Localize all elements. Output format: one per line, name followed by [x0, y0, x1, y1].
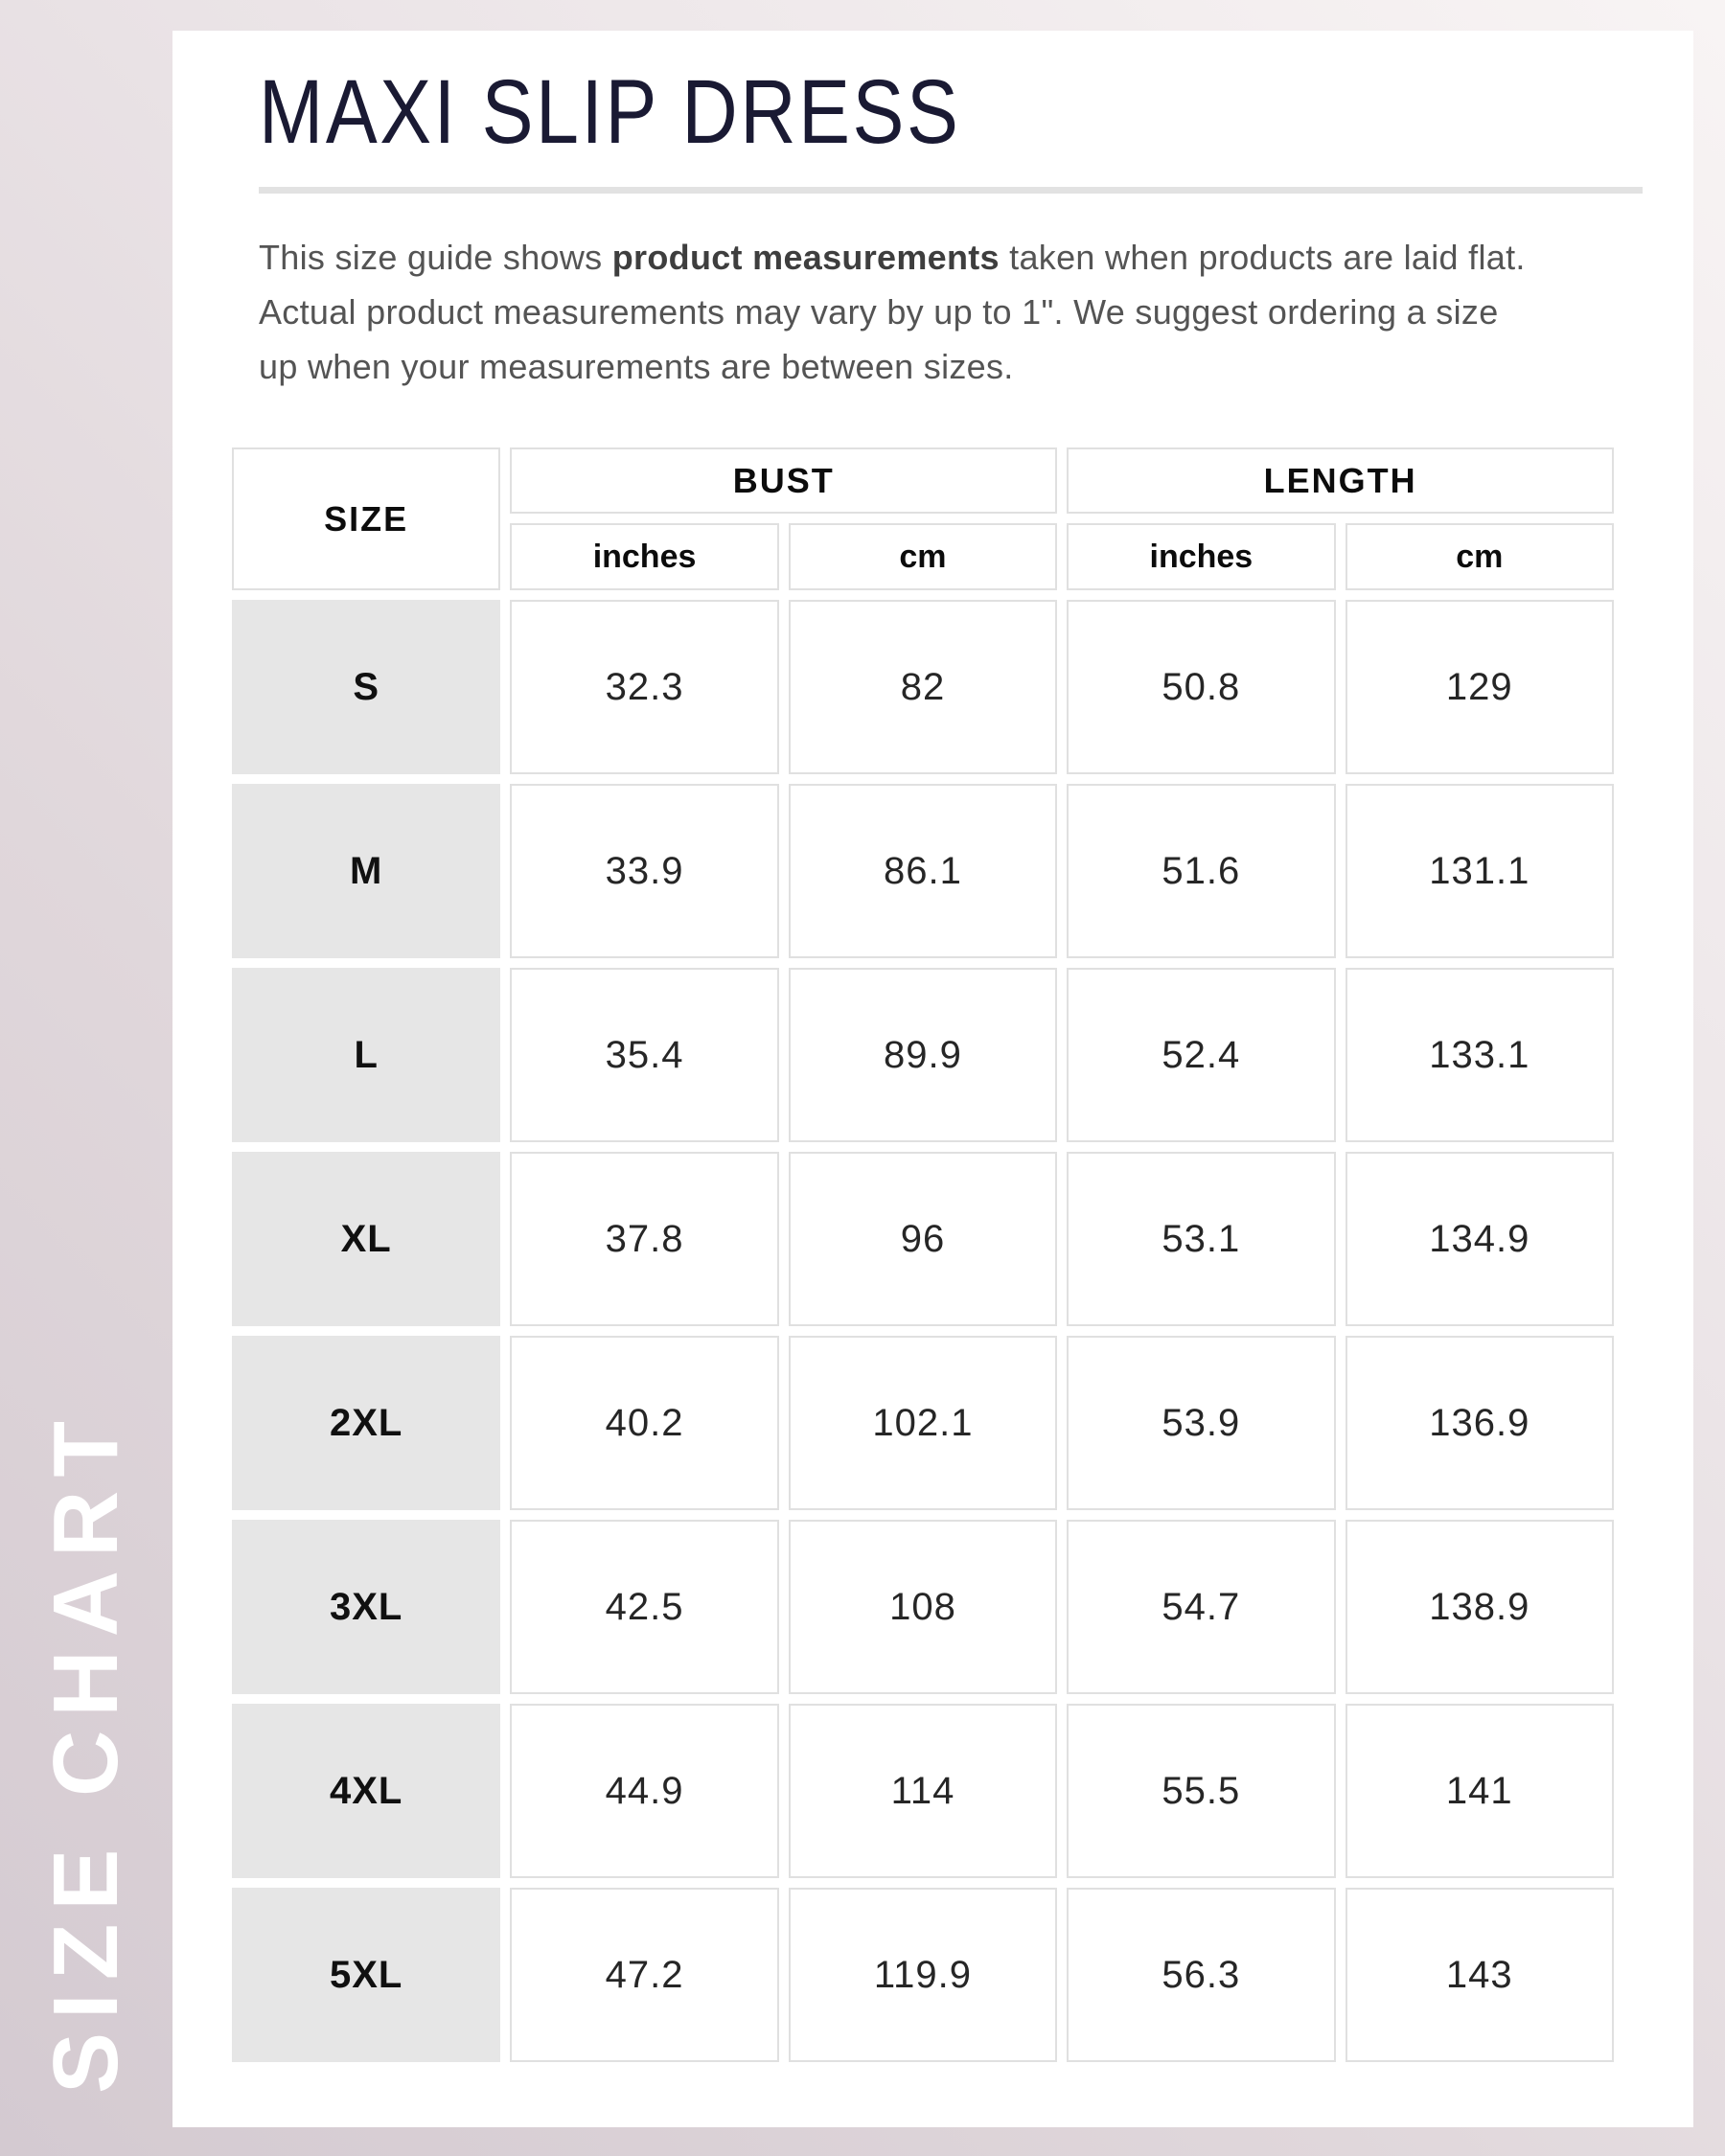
table-row [232, 1520, 1614, 1694]
measurement-cell: 53.9 [1067, 1336, 1335, 1510]
col-header-size: SIZE [232, 447, 500, 590]
table-row [232, 1336, 1614, 1510]
vertical-size-chart-label: SIZE CHART [34, 1408, 137, 2095]
col-header-bust: BUST [510, 447, 1057, 514]
intro-text-before-bold: This size guide shows [259, 238, 612, 277]
table-row [232, 1152, 1614, 1326]
measurement-cell: 136.9 [1346, 1336, 1614, 1510]
col-header-bust-inches: inches [510, 523, 778, 590]
measurement-cell: 89.9 [789, 968, 1057, 1142]
table-row [232, 1704, 1614, 1878]
intro-line-3: up when your measurements are between sizes. [259, 347, 1014, 386]
intro-text-after-bold: taken when products are laid flat. [999, 238, 1526, 277]
measurement-cell: 134.9 [1346, 1152, 1614, 1326]
intro-line-2: Actual product measurements may vary by up to 1". We suggest ordering a size [259, 292, 1499, 332]
title-divider [259, 187, 1643, 194]
measurement-cell: 96 [789, 1152, 1057, 1326]
measurement-cell: 114 [789, 1704, 1057, 1878]
measurement-cell: 42.5 [510, 1520, 778, 1694]
size-table [222, 438, 1623, 2072]
size-label-cell: M [232, 784, 500, 958]
page-title: MAXI SLIP DRESS [259, 61, 961, 163]
size-label-cell: L [232, 968, 500, 1142]
measurement-cell: 47.2 [510, 1888, 778, 2062]
col-header-bust-cm: cm [789, 523, 1057, 590]
measurement-cell: 119.9 [789, 1888, 1057, 2062]
size-table-body [232, 600, 1614, 2062]
intro-line-1 [259, 230, 1648, 285]
intro-paragraph [259, 230, 1648, 394]
group-header-row [232, 447, 1614, 514]
measurement-cell: 35.4 [510, 968, 778, 1142]
table-row [232, 968, 1614, 1142]
size-label-cell: 5XL [232, 1888, 500, 2062]
measurement-cell: 52.4 [1067, 968, 1335, 1142]
col-header-length-cm: cm [1346, 523, 1614, 590]
measurement-cell: 53.1 [1067, 1152, 1335, 1326]
size-label-cell: 4XL [232, 1704, 500, 1878]
measurement-cell: 102.1 [789, 1336, 1057, 1510]
measurement-cell: 86.1 [789, 784, 1057, 958]
measurement-cell: 32.3 [510, 600, 778, 774]
measurement-cell: 55.5 [1067, 1704, 1335, 1878]
table-row [232, 784, 1614, 958]
intro-bold-text: product measurements [611, 238, 1000, 277]
measurement-cell: 51.6 [1067, 784, 1335, 958]
measurement-cell: 143 [1346, 1888, 1614, 2062]
measurement-cell: 33.9 [510, 784, 778, 958]
col-header-length-inches: inches [1067, 523, 1335, 590]
size-label-cell: 3XL [232, 1520, 500, 1694]
measurement-cell: 133.1 [1346, 968, 1614, 1142]
table-row [232, 1888, 1614, 2062]
size-label-cell: XL [232, 1152, 500, 1326]
measurement-cell: 138.9 [1346, 1520, 1614, 1694]
size-label-cell: S [232, 600, 500, 774]
size-guide-card [172, 31, 1693, 2127]
measurement-cell: 108 [789, 1520, 1057, 1694]
col-header-length: LENGTH [1067, 447, 1614, 514]
measurement-cell: 141 [1346, 1704, 1614, 1878]
measurement-cell: 40.2 [510, 1336, 778, 1510]
measurement-cell: 50.8 [1067, 600, 1335, 774]
measurement-cell: 54.7 [1067, 1520, 1335, 1694]
measurement-cell: 82 [789, 600, 1057, 774]
measurement-cell: 37.8 [510, 1152, 778, 1326]
measurement-cell: 131.1 [1346, 784, 1614, 958]
size-table-header [232, 447, 1614, 590]
table-row [232, 600, 1614, 774]
measurement-cell: 129 [1346, 600, 1614, 774]
size-label-cell: 2XL [232, 1336, 500, 1510]
measurement-cell: 44.9 [510, 1704, 778, 1878]
card-content [172, 31, 1693, 2072]
measurement-cell: 56.3 [1067, 1888, 1335, 2062]
